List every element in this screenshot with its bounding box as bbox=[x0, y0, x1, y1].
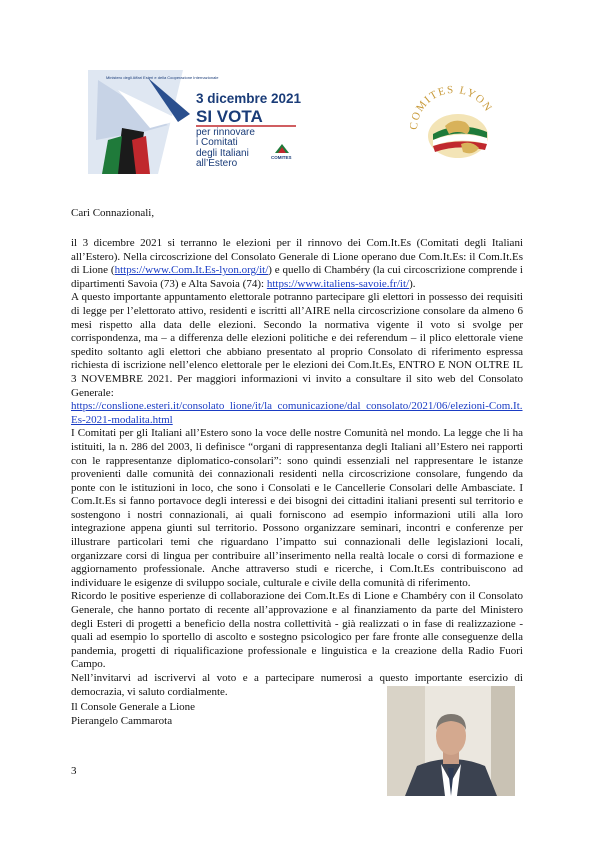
globe-icon bbox=[403, 78, 505, 166]
paragraph-comites-role: I Comitati per gli Italiani all’Estero sono la voce delle nostre Comunità nel mondo. La legge che li ha istituiti, la n. 286 del 2003, li definisce “organi di rappresentanza degli Italiani all’Estero nei rapporti con le rappresentanze diplomatico-consolari”: sono quindi essenziali nel rappresentare le istanze provenienti dalle comunità dei connazionali residenti nella circoscrizione consolare, fungendo da ponte con le istituzioni in loco, che sono i Consolati e le Cancellerie Consolari delle Ambasciate. I Com.It.Es si fanno portavoce degli interessi e dei bisogni dei cittadini italiani presenti sul territorio e sostengono i nostri connazionali, ai quali forniscono ad esempio informazioni utili alla loro integrazione appena giunti sul territorio. Possono organizzare seminari, incontri e conferenze per illustrare particolari temi che riguardano l’impatto sui connazionali delle legislazioni locali, organizzare corsi di lingua per contribuire all’inserimento nella realtà locale o corsi di formazione e aggiornamento professionale. Anche attraverso studi e ricerche, i Com.It.Es contribuiscono ad individuare le esigenze di sviluppo sociale, culturale e civile della comunità di riferimento. bbox=[71, 427, 523, 589]
banner-headline: SI VOTA bbox=[196, 107, 263, 126]
letter-body bbox=[71, 237, 523, 699]
comites-mini-logo: COMITES bbox=[271, 155, 292, 160]
paragraph-voting: A questo importante appuntamento elettorale potranno partecipare gli elettori in possesso dei requisiti di legge per l’elettorato attivo, residenti e iscritti all’AIRE nella circoscrizione consolare da almeno 6 mesi rispetto alla data delle elezioni. Secondo la normativa vigente il voto si svolge per corrispondenza, ma – a differenza delle elezioni politiche e dei referendum – il plico elettorale viene spedito soltanto agli elettori che abbiano presentato al proprio Consolato di riferimento espressa richiesta di iscrizione nell’elenco elettorale per le elezioni dei Com.It.Es, ENTRO E NON OLTRE IL 3 NOVEMBRE 2021. Per maggiori informazioni vi invito a consultare il sito web del Consolato Generale: bbox=[71, 291, 523, 399]
election-banner bbox=[88, 70, 308, 174]
signature-title: Il Console Generale a Lione bbox=[71, 701, 196, 713]
consulate-elections-link[interactable]: https://conslione.esteri.it/consolato_lione/it/la_comunicazione/dal_consolato/2021/06/elezioni-Com.It.Es-2021-modalita.html bbox=[71, 400, 523, 426]
paragraph-closing: Nell’invitarvi ad iscrivervi al voto e a partecipare numerosi a questo importante esercizio di democrazia, vi saluto cordialmente. bbox=[71, 672, 523, 698]
paragraph-intro bbox=[71, 237, 523, 291]
paragraph-intro-part3: ). bbox=[409, 277, 416, 290]
election-date: 3 dicembre 2021 bbox=[196, 91, 302, 106]
consul-portrait-photo bbox=[387, 686, 515, 796]
banner-subtitle: per rinnovare i Comitati degli Italiani all’Estero bbox=[196, 127, 255, 170]
comites-mini-icon bbox=[274, 142, 290, 154]
comites-lyon-link[interactable]: https://www.Com.It.Es-lyon.org/it/ bbox=[114, 264, 269, 277]
paragraph-intro-part1: il 3 dicembre 2021 si terranno le elezioni per il rinnovo dei Com.It.Es (Comitati degli Italiani all’Estero). Nella circoscrizione del Consolato Generale di Lione operano due Com.It.Es: il Com.It.Es di Lione ( bbox=[71, 237, 523, 277]
letter-salutation bbox=[71, 207, 523, 221]
signature-block bbox=[71, 701, 195, 728]
comites-logo-text: COMITES LYON bbox=[407, 83, 495, 131]
salutation-text: Cari Connazionali, bbox=[71, 207, 155, 219]
ministry-label: Ministero degli Affari Esteri e della Cooperazione Internazionale bbox=[106, 75, 219, 80]
portrait-image bbox=[387, 686, 515, 796]
paragraph-collaboration: Ricordo le positive esperienze di collaborazione dei Com.It.Es di Lione e Chambéry con il Consolato Generale, che hanno portato di recente all’approvazione e al finanziamento da parte del Ministero degli Esteri di progetti a beneficio della nostra collettività - già realizzati o in fase di realizzazione - quali ad esempio lo sportello di ascolto e sostegno psicologico per fare fronte alle conseguenze della pandemia, progetti di riqualificazione professionale e linguistica e la creazione della Radio Fuori Campo. bbox=[71, 590, 523, 671]
paragraph-intro-part2: ) e quello di Chambéry (la cui circoscrizione comprende i dipartimenti Savoia (73) e Alta Savoia (74): bbox=[71, 264, 523, 290]
signature-name: Pierangelo Cammarota bbox=[71, 714, 173, 727]
page-number: 3 bbox=[71, 765, 77, 777]
comites-lyon-logo bbox=[403, 78, 505, 166]
comites-savoie-link[interactable]: https://www.italiens-savoie.fr/it/ bbox=[266, 277, 410, 290]
